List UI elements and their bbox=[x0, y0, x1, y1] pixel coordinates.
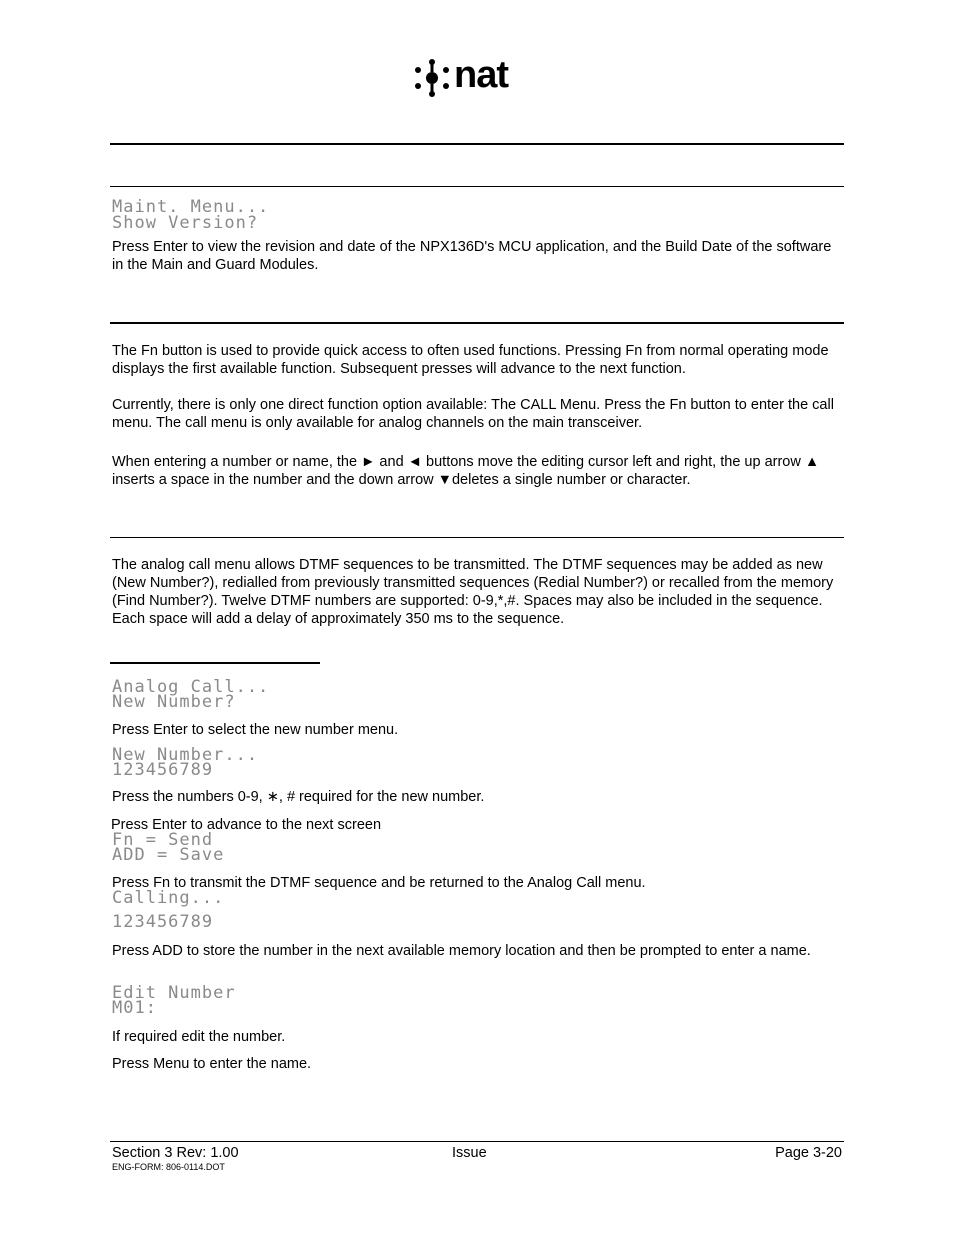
footer-section: Section 3 Rev: 1.00 bbox=[112, 1145, 239, 1161]
footer-form-id: ENG-FORM: 806-0114.DOT bbox=[112, 1162, 225, 1172]
divider bbox=[110, 537, 844, 538]
lcd-line: M01: bbox=[112, 998, 157, 1018]
starburst-icon bbox=[414, 58, 450, 98]
lcd-line: New Number? bbox=[112, 692, 236, 712]
footer-divider bbox=[110, 1141, 844, 1142]
logo-text: nat bbox=[454, 54, 508, 96]
lcd-line: Fn = Send bbox=[112, 830, 214, 850]
subheading-underline bbox=[110, 662, 320, 664]
lcd-line: ADD = Save bbox=[112, 845, 225, 865]
lcd-line: Show Version? bbox=[112, 213, 259, 233]
paragraph: The Fn button is used to provide quick access to often used functions. Pressing Fn from normal operating mode displays the first available function. Subsequent presses will advance to the next function. bbox=[112, 343, 829, 377]
divider bbox=[110, 322, 844, 324]
footer-page-number: Page 3-20 bbox=[775, 1145, 842, 1161]
lcd-line: New Number... bbox=[112, 745, 259, 765]
divider bbox=[110, 186, 844, 187]
footer-issue: Issue bbox=[452, 1145, 487, 1161]
divider bbox=[110, 143, 844, 145]
lcd-line: Calling... bbox=[112, 888, 225, 908]
paragraph: When entering a number or name, the ► and ◄ buttons move the editing cursor left and right, the up arrow ▲ inserts a space in the number and the down arrow ▼deletes a single number or character. bbox=[112, 454, 820, 488]
paragraph: Press Menu to enter the name. bbox=[112, 1056, 312, 1072]
lcd-line: Maint. Menu... bbox=[112, 197, 270, 217]
lcd-line: 123456789 bbox=[112, 912, 214, 932]
lcd-line: Edit Number bbox=[112, 983, 236, 1003]
lcd-line: Analog Call... bbox=[112, 677, 270, 697]
paragraph: Currently, there is only one direct function option available: The CALL Menu. Press the Fn button to enter the call menu. The call menu is only available for analog channels on the main transceiver. bbox=[112, 397, 834, 431]
paragraph: If required edit the number. bbox=[112, 1029, 286, 1045]
paragraph: Press Enter to view the revision and date of the NPX136D's MCU application, and the Build Date of the software in the Main and Guard Modules. bbox=[112, 239, 832, 273]
paragraph: Press Fn to transmit the DTMF sequence and be returned to the Analog Call menu. bbox=[112, 875, 646, 891]
paragraph: Press ADD to store the number in the next available memory location and then be prompted to enter a name. bbox=[112, 943, 811, 959]
paragraph: Press Enter to select the new number menu. bbox=[112, 722, 399, 738]
nat-logo bbox=[414, 54, 544, 100]
paragraph: The analog call menu allows DTMF sequences to be transmitted. The DTMF sequences may be added as new (New Number?), redialled from previously transmitted sequences (Redial Number?) or recalled from the memory (Find Number?). Twelve DTMF numbers are supported: 0-9,*,#. Spaces may also be included in the sequence. Each space will add a delay of approximately 350 ms to the sequence. bbox=[112, 557, 834, 627]
paragraph: Press Enter to advance to the next screen bbox=[111, 817, 382, 833]
paragraph: Press the numbers 0-9, ∗, # required for the new number. bbox=[112, 789, 485, 805]
lcd-line: 123456789 bbox=[112, 760, 214, 780]
